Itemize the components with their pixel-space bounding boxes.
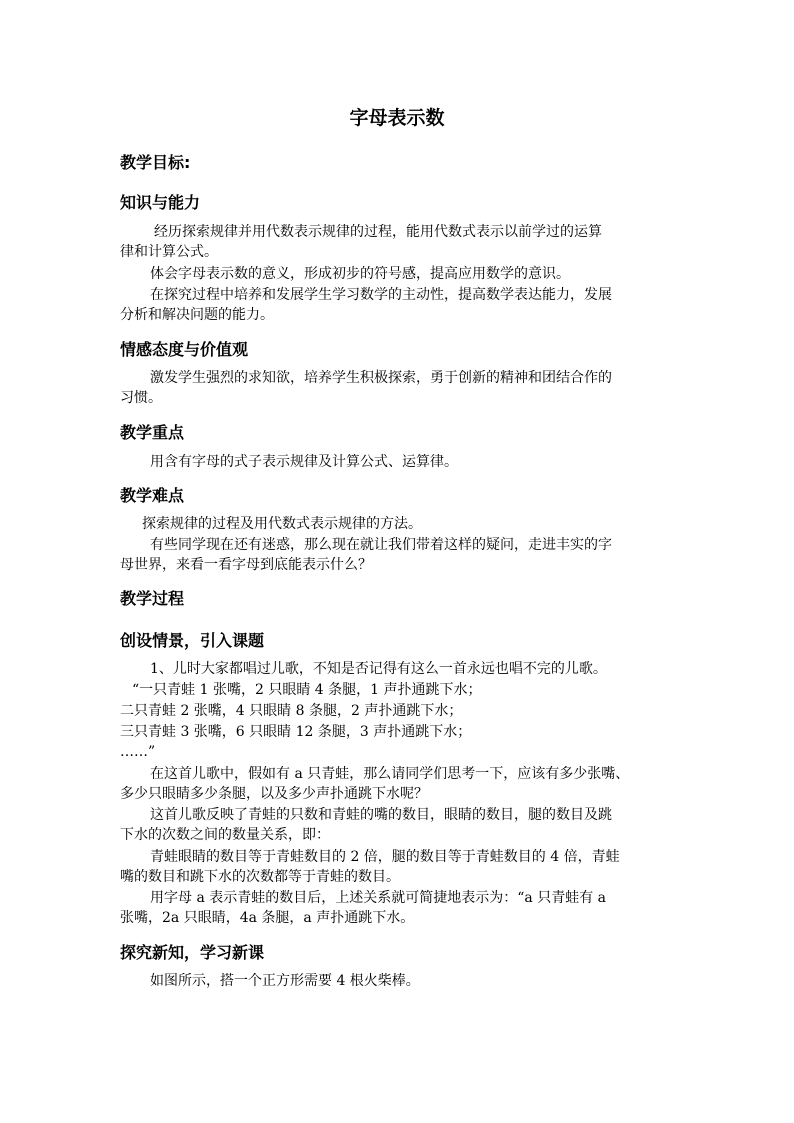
paragraph-line: 青蛙眼睛的数目等于青蛙数目的 2 倍，腿的数目等于青蛙数目的 4 倍，青蛙: [150, 849, 620, 865]
paragraph-line: 有些同学现在还有迷惑，那么现在就让我们带着这样的疑问，走进丰实的字: [150, 537, 612, 553]
paragraph-line: 1、儿时大家都唱过儿歌，不知是否记得有这么一首永远也唱不完的儿歌。: [150, 661, 607, 677]
heading-explore: 探究新知，学习新课: [120, 943, 265, 962]
paragraph-line: 律和计算公式。: [120, 244, 218, 260]
paragraph-line: 用含有字母的式子表示规律及计算公式、运算律。: [150, 454, 458, 470]
paragraph-line: 激发学生强烈的求知欲，培养学生积极探索，勇于创新的精神和团结合作的: [150, 370, 612, 386]
paragraph-line: 嘴的数目和跳下水的次数都等于青蛙的数目。: [120, 869, 400, 885]
song-line: “一只青蛙 1 张嘴，2 只眼睛 4 条腿，1 声扑通跳下水；: [132, 682, 482, 698]
song-line: ……”: [120, 744, 156, 760]
song-line: 三只青蛙 3 张嘴，6 只眼睛 12 条腿，3 声扑通跳下水；: [120, 724, 472, 740]
paragraph-line: 经历探索规律并用代数表示规律的过程，能用代数式表示以前学过的运算: [154, 224, 602, 240]
paragraph-line: 下水的次数之间的数量关系，即：: [120, 827, 330, 843]
paragraph-line: 这首儿歌反映了青蛙的只数和青蛙的嘴的数目，眼睛的数目，腿的数目及跳: [150, 807, 612, 823]
heading-intro: 创设情景，引入课题: [120, 631, 265, 650]
paragraph-line: 在这首儿歌中，假如有 a 只青蛙，那么请同学们思考一下，应该有多少张嘴、: [150, 766, 630, 782]
paragraph-line: 分析和解决问题的能力。: [120, 307, 274, 323]
heading-teaching-goals: 教学目标:: [120, 153, 191, 172]
heading-attitude-values: 情感态度与价值观: [120, 340, 249, 359]
paragraph-line: 张嘴，2a 只眼睛，4a 条腿，a 声扑通跳下水。: [120, 910, 415, 926]
document-title: 字母表示数: [349, 107, 445, 129]
song-line: 二只青蛙 2 张嘴，4 只眼睛 8 条腿，2 声扑通跳下水；: [120, 703, 463, 719]
heading-knowledge-ability: 知识与能力: [120, 193, 201, 212]
paragraph-line: 用字母 a 表示青蛙的数目后，上述关系就可简捷地表示为：“a 只青蛙有 a: [150, 890, 606, 906]
paragraph-line: 在探究过程中培养和发展学生学习数学的主动性，提高数学表达能力，发展: [150, 287, 612, 303]
heading-key-points: 教学重点: [120, 423, 185, 442]
paragraph-line: 多少只眼睛多少条腿，以及多少声扑通跳下水呢？: [120, 786, 428, 802]
paragraph-line: 探索规律的过程及用代数式表示规律的方法。: [142, 516, 422, 532]
heading-teaching-process: 教学过程: [120, 589, 185, 608]
paragraph-line: 体会字母表示数的意义，形成初步的符号感，提高应用数学的意识。: [150, 266, 570, 282]
paragraph-line: 如图所示，搭一个正方形需要 4 根火柴棒。: [150, 973, 420, 989]
paragraph-line: 习惯。: [120, 390, 162, 406]
paragraph-line: 母世界，来看一看字母到底能表示什么？: [120, 557, 372, 573]
heading-difficult-points: 教学难点: [120, 486, 185, 505]
